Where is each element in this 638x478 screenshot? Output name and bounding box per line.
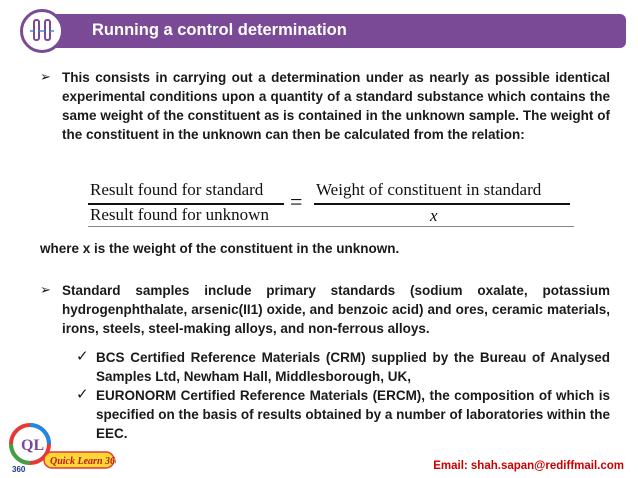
logo-number: 360 [12, 465, 26, 474]
formula [88, 178, 574, 228]
svg-text:QL: QL [21, 437, 45, 454]
where-statement: where x is the weight of the constituent in the unknown. [40, 241, 400, 256]
rhs-numerator: Weight of constituent in standard [316, 180, 542, 199]
lhs-denominator: Result found for unknown [90, 205, 269, 224]
checkmark-icon: ✓ [76, 348, 89, 365]
footer-email: Email: shah.sapan@rediffmail.com [433, 460, 624, 472]
checkmark-icon: ✓ [76, 386, 89, 403]
logo-text: Quick Learn 360 [50, 456, 116, 467]
sub-bullet-paragraph: EURONORM Certified Reference Materials (ERCM), the composition of which is specified on the basis of results obtained by a number of laboratories within the EEC. [96, 388, 610, 441]
bullet-arrow-icon: ➢ [40, 69, 51, 84]
bullet-paragraph: This consists in carrying out a determination under as nearly as possible identical experimental conditions upon a quantity of a standard substance which contains the same weight of the constituent as is contained in the unknown sample. The weight of the constituent in the unknown can then be calculated from the relation: [62, 70, 610, 142]
lhs-numerator: Result found for standard [90, 180, 264, 199]
formula-underline [88, 226, 574, 227]
bullet-paragraph: Standard samples include primary standards (sodium oxalate, potassium hydrogenphthalate, arsenic(II1) oxide, and benzoic acid) and ores, ceramic materials, irons, steels, steel-making alloys, and non-ferrous alloys. [62, 283, 610, 336]
fraction-line [314, 203, 570, 205]
sub-bullet-paragraph: BCS Certified Reference Materials (CRM) supplied by the Bureau of Analysed Samples Ltd, Newham Hall, Middlesborough, UK, [96, 350, 610, 384]
equals-sign: = [290, 189, 303, 214]
quick-learn-logo-icon [6, 420, 116, 474]
page-title: Running a control determination [92, 21, 347, 39]
bullet-arrow-icon: ➢ [40, 282, 51, 297]
test-tube-logo-icon [20, 9, 64, 53]
rhs-denominator: x [430, 206, 438, 225]
